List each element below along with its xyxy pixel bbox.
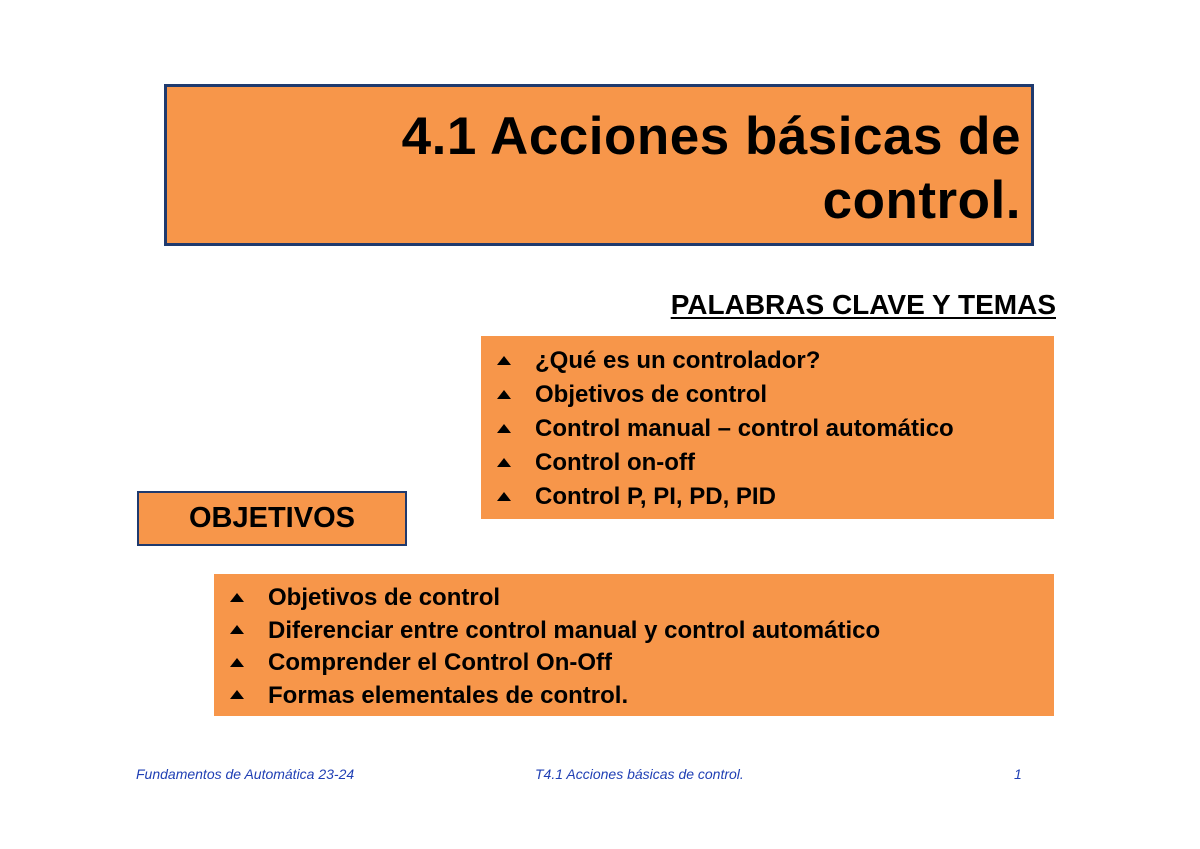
keywords-list-item-label: Control on-off (535, 449, 695, 476)
keywords-list-item (497, 378, 1054, 412)
keywords-heading: PALABRAS CLAVE Y TEMAS (670, 289, 1056, 320)
objectives-list-item (230, 582, 1054, 615)
triangle-up-icon (497, 356, 511, 365)
keywords-list-item (497, 344, 1054, 378)
slide-title-line-1: 4.1 Acciones básicas de (401, 107, 1021, 166)
triangle-up-icon (497, 492, 511, 501)
objectives-list-item-label: Diferenciar entre control manual y control automático (268, 616, 881, 644)
keywords-list-item-label: ¿Qué es un controlador? (535, 347, 821, 374)
keywords-list-item-label: Control manual – control automático (535, 415, 954, 442)
objectives-list-item-label: Formas elementales de control. (268, 681, 629, 709)
keywords-list-item-label: Objetivos de control (535, 381, 768, 408)
triangle-up-icon (230, 593, 244, 602)
title-box (164, 84, 1034, 246)
triangle-up-icon (230, 690, 244, 699)
objectives-list-item-label: Comprender el Control On-Off (268, 649, 612, 677)
triangle-up-icon (230, 625, 244, 634)
keywords-list (497, 344, 1054, 514)
objectives-list-item (230, 680, 1054, 713)
footer-page-number: 1 (1014, 766, 1022, 782)
triangle-up-icon (497, 390, 511, 399)
objectives-list-item-label: Objetivos de control (268, 584, 501, 612)
triangle-up-icon (230, 658, 244, 667)
objectives-list-item (230, 615, 1054, 648)
keywords-box (481, 336, 1054, 519)
footer-topic: T4.1 Acciones básicas de control. (535, 766, 744, 782)
keywords-list-item-label: Control P, PI, PD, PID (535, 483, 776, 510)
triangle-up-icon (497, 424, 511, 433)
triangle-up-icon (497, 458, 511, 467)
objectives-heading: OBJETIVOS (137, 491, 407, 546)
keywords-list-item (497, 412, 1054, 446)
footer-course: Fundamentos de Automática 23-24 (136, 766, 355, 782)
objectives-list-item (230, 647, 1054, 680)
keywords-list-item (497, 480, 1054, 514)
objectives-list (230, 582, 1054, 712)
keywords-list-item (497, 446, 1054, 480)
objectives-box (214, 574, 1054, 716)
slide-title-line-2: control. (822, 171, 1021, 230)
